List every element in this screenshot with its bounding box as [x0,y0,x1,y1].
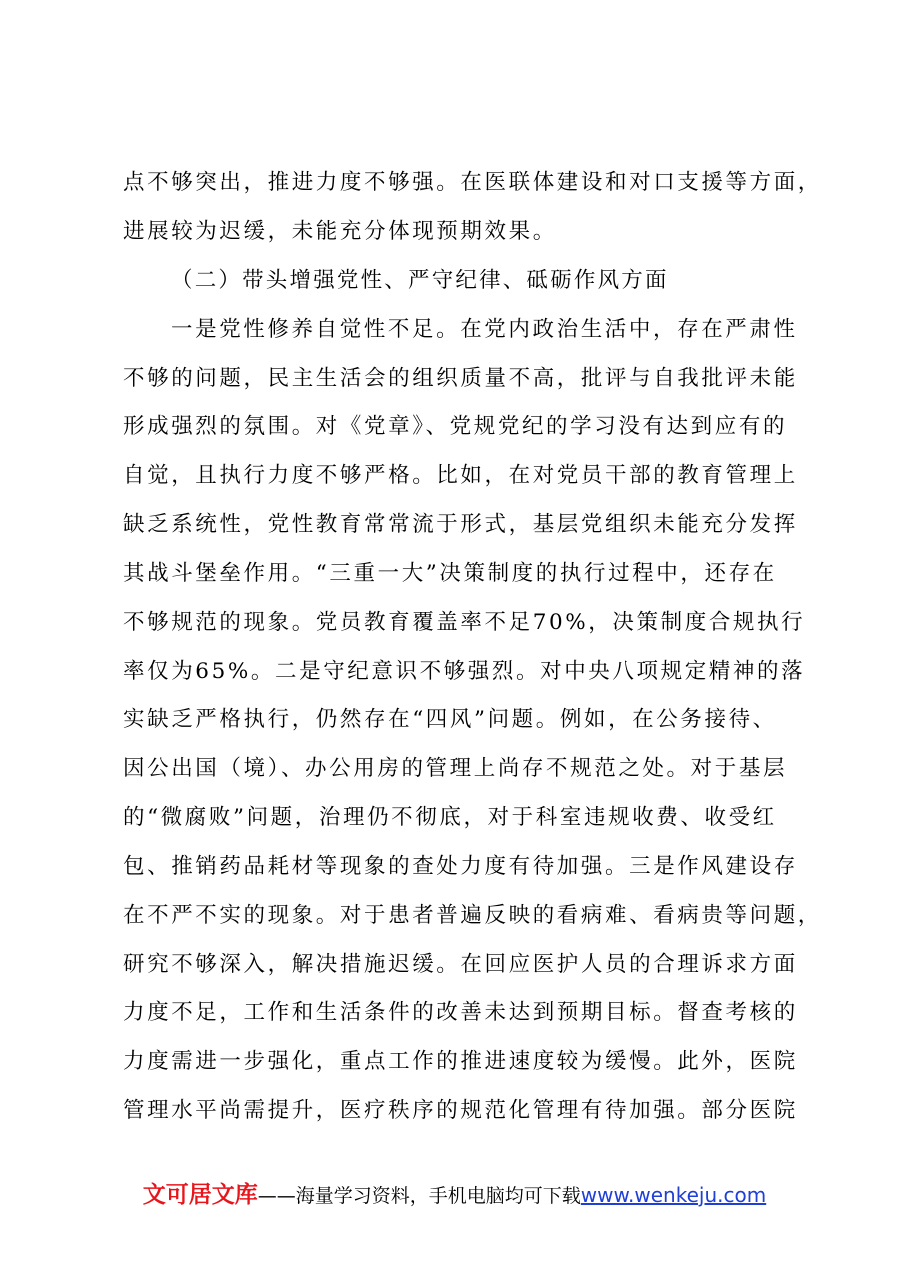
body-text-line: 在不严不实的现象。对于患者普遍反映的看病难、看病贵等问题， [123,903,822,928]
body-text-line: 包、推销药品耗材等现象的查处力度有待加强。三是作风建设存 [123,854,798,879]
body-text-line: 缺乏系统性，党性教育常常流于形式，基层党组织未能充分发挥 [123,512,798,537]
body-text-line: 管理水平尚需提升，医疗秩序的规范化管理有待加强。部分医院 [123,1098,798,1123]
body-text-line: 因公出国（境）、办公用房的管理上尚存不规范之处。对于基层 [123,756,788,781]
page-footer [0,1180,909,1211]
footer-brand: 文可居文库 [142,1182,258,1208]
body-text-line: 形成强烈的氛围。对《党章》、党规党纪的学习没有达到应有的 [123,414,788,439]
body-text-line: 点不够突出，推进力度不够强。在医联体建设和对口支援等方面， [123,170,822,195]
section-heading: （二）带头增强党性、严守纪律、砥砺作风方面 [171,268,669,293]
body-text-line: 自觉，且执行力度不够严格。比如，在对党员干部的教育管理上 [123,463,798,488]
body-text-line: 不够规范的现象。党员教育覆盖率不足70%，决策制度合规执行 [123,610,806,635]
body-text-line: 的“微腐败”问题，治理仍不彻底，对于科室违规收费、收受红 [123,805,777,830]
body-text-line: 其战斗堡垒作用。“三重一大”决策制度的执行过程中，还存在 [123,561,777,586]
body-text-line: 不够的问题，民主生活会的组织质量不高，批评与自我批评未能 [123,366,798,391]
footer-url-link[interactable]: www.wenkeju.com [580,1183,767,1207]
body-text-line: 率仅为65%。二是守纪意识不够强烈。对中央八项规定精神的落 [123,659,806,684]
body-text-line: 力度不足，工作和生活条件的改善未达到预期目标。督查考核的 [123,1000,798,1025]
body-text-line: 实缺乏严格执行，仍然存在“四风”问题。例如，在公务接待、 [123,707,777,732]
footer-tagline: ——海量学习资料，手机电脑均可下载 [257,1185,581,1207]
body-text-line: 力度需进一步强化，重点工作的推进速度较为缓慢。此外，医院 [123,1049,798,1074]
body-text-line: 研究不够深入，解决措施迟缓。在回应医护人员的合理诉求方面 [123,952,798,977]
body-text-line: 一是党性修养自觉性不足。在党内政治生活中，存在严肃性 [171,317,798,342]
body-text-line: 进展较为迟缓，未能充分体现预期效果。 [123,219,557,244]
